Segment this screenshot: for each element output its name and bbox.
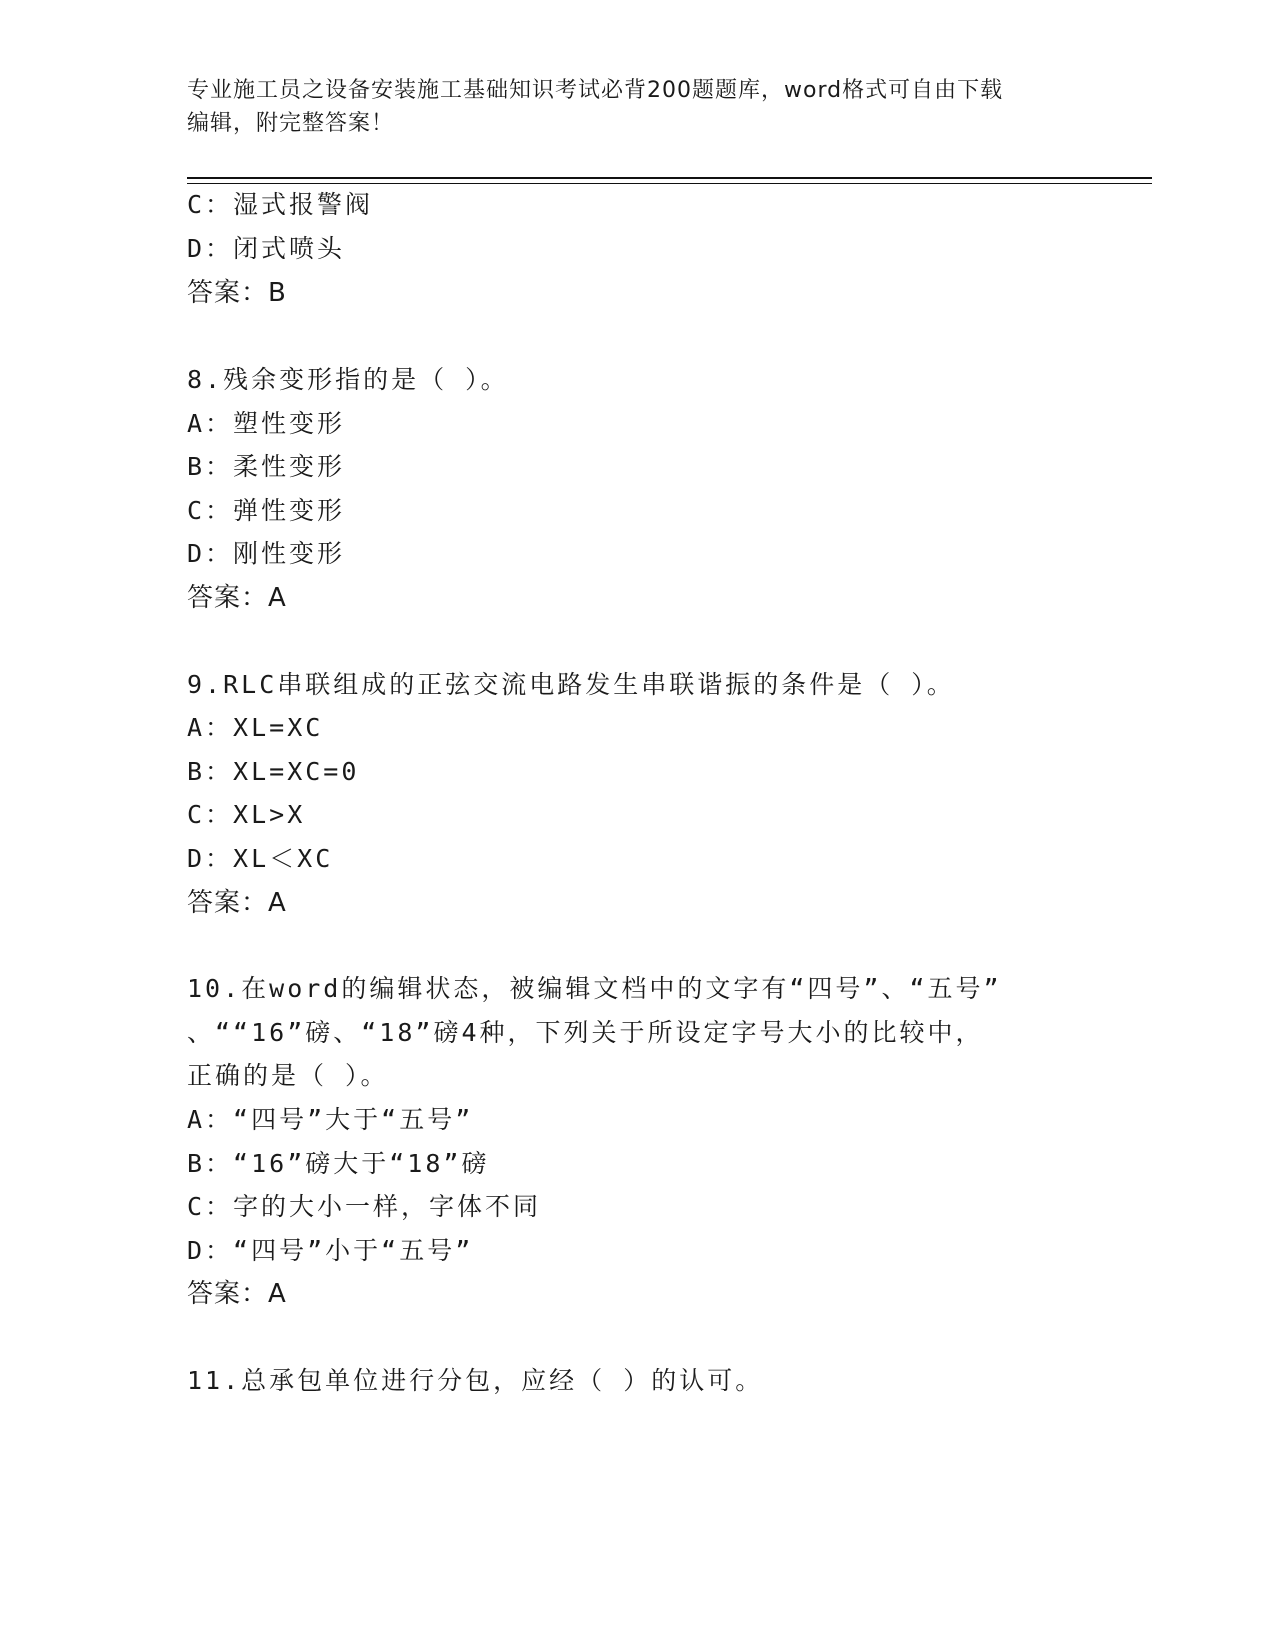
document-header	[187, 74, 1067, 140]
q8-question: 8.残余变形指的是（ ）。	[187, 365, 509, 394]
header-title-line1: 专业施工员之设备安装施工基础知识考试必背200题题库，word格式可自由下载	[187, 78, 1004, 103]
q9-answer: 答案：A	[187, 888, 287, 918]
q10-question-line2: 、““16”磅、“18”磅4种，下列关于所设定字号大小的比较中，	[187, 1018, 984, 1047]
q8-option-c: C：弹性变形	[187, 496, 346, 525]
q11-question: 11.总承包单位进行分包，应经（ ）的认可。	[187, 1366, 764, 1395]
q10-option-d: D：“四号”小于“五号”	[187, 1236, 474, 1265]
q10-option-a: A：“四号”大于“五号”	[187, 1105, 474, 1134]
header-divider-thick	[187, 177, 1152, 179]
q8-option-b: B：柔性变形	[187, 452, 346, 481]
q7-option-c: C：湿式报警阀	[187, 190, 374, 219]
q9-option-c: C：XL>X	[187, 800, 306, 829]
q10-answer: 答案：A	[187, 1279, 287, 1309]
header-title-line2: 编辑，附完整答案！	[187, 111, 395, 136]
q9-option-d: D：XL＜XC	[187, 844, 334, 873]
q7-answer: 答案：B	[187, 278, 287, 308]
q10-question-line3: 正确的是（ ）。	[187, 1061, 389, 1090]
q10-question-line1: 10.在word的编辑状态，被编辑文档中的文字有“四号”、“五号”	[187, 974, 1002, 1003]
q10-option-b: B：“16”磅大于“18”磅	[187, 1149, 490, 1178]
q9-option-b: B：XL=XC=0	[187, 757, 360, 786]
q8-option-a: A：塑性变形	[187, 409, 346, 438]
q9-question: 9.RLC串联组成的正弦交流电路发生串联谐振的条件是（ ）。	[187, 670, 955, 699]
q7-option-d: D：闭式喷头	[187, 234, 346, 263]
q8-option-d: D：刚性变形	[187, 539, 346, 568]
header-divider-thin	[187, 183, 1152, 184]
q9-option-a: A：XL=XC	[187, 713, 324, 742]
q8-answer: 答案：A	[187, 583, 287, 613]
q10-option-c: C：字的大小一样，字体不同	[187, 1192, 542, 1221]
